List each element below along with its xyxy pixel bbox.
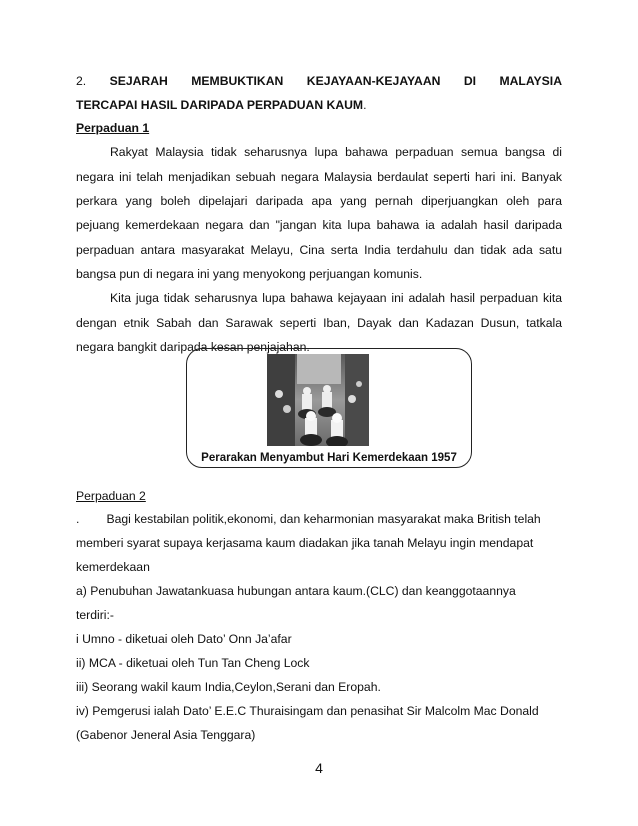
- list-item: a) Penubuhan Jawatankuasa hubungan antara kaum.(CLC) dan keanggotaannya: [76, 584, 516, 598]
- paragraph-line: pejuang kemerdekaan negara dan "jangan kita lupa bahawa ia adalah hasil daripada: [76, 218, 562, 232]
- paragraph-line: . Bagi kestabilan politik,ekonomi, dan keharmonian masyarakat maka British telah: [76, 512, 541, 526]
- section-heading-line1: [76, 73, 562, 89]
- list-item: ii) MCA - diketuai oleh Tun Tan Cheng Lock: [76, 656, 310, 670]
- list-item: terdiri:-: [76, 608, 114, 622]
- list-item: iv) Pemgerusi ialah Dato’ E.E.C Thuraisingam dan penasihat Sir Malcolm Mac Donald: [76, 704, 539, 718]
- heading-word: MALAYSIA: [499, 74, 562, 88]
- paragraph-line: kemerdekaan: [76, 560, 150, 574]
- figure-caption: Perarakan Menyambut Hari Kemerdekaan 1957: [201, 452, 457, 464]
- independence-parade-photo: [267, 354, 369, 446]
- paragraph-line: memberi syarat supaya kerjasama kaum diadakan jika tanah Melayu ingin mendapat: [76, 536, 534, 550]
- heading-word: MEMBUKTIKAN: [191, 74, 284, 88]
- paragraph-line: perkara yang boleh dipelajari daripada apa yang pernah diperjuangkan oleh para: [76, 194, 562, 208]
- heading-word: KEJAYAAN-KEJAYAAN: [306, 74, 441, 88]
- paragraph-line: negara ini telah menjadikan sebuah negara Malaysia berdaulat seperti hari ini. Banyak: [76, 170, 562, 184]
- paragraph-line: Kita juga tidak seharusnya lupa bahawa kejayaan ini adalah hasil perpaduan kita: [110, 291, 562, 305]
- list-item: iii) Seorang wakil kaum India,Ceylon,Serani dan Eropah.: [76, 680, 381, 694]
- section1-title: Perpaduan 1: [76, 121, 150, 135]
- list-item: (Gabenor Jeneral Asia Tenggara): [76, 728, 256, 742]
- list-item: i Umno - diketuai oleh Dato’ Onn Ja’afar: [76, 632, 292, 646]
- paragraph-line: bangsa pun di negara ini yang menyokong perjuangan komunis.: [76, 267, 423, 281]
- page-number: 4: [315, 760, 323, 776]
- paragraph-line: Rakyat Malaysia tidak seharusnya lupa bahawa perpaduan semua bangsa di: [110, 145, 562, 159]
- paragraph-line: perpaduan antara masyarakat Melayu, Cina serta India terdahulu dan tidak ada satu: [76, 243, 562, 257]
- paragraph-line: dengan etnik Sabah dan Sarawak seperti Iban, Dayak dan Kadazan Dusun, tatkala: [76, 316, 562, 330]
- section2-title: Perpaduan 2: [76, 489, 146, 503]
- heading-number: 2.: [76, 74, 87, 88]
- heading-word: SEJARAH: [109, 74, 168, 88]
- paragraph-line: negara bangkit daripada kesan penjajahan.: [76, 340, 310, 354]
- section-heading-line2: TERCAPAI HASIL DARIPADA PERPADUAN KAUM.: [76, 98, 367, 112]
- heading-word: DI: [463, 74, 477, 88]
